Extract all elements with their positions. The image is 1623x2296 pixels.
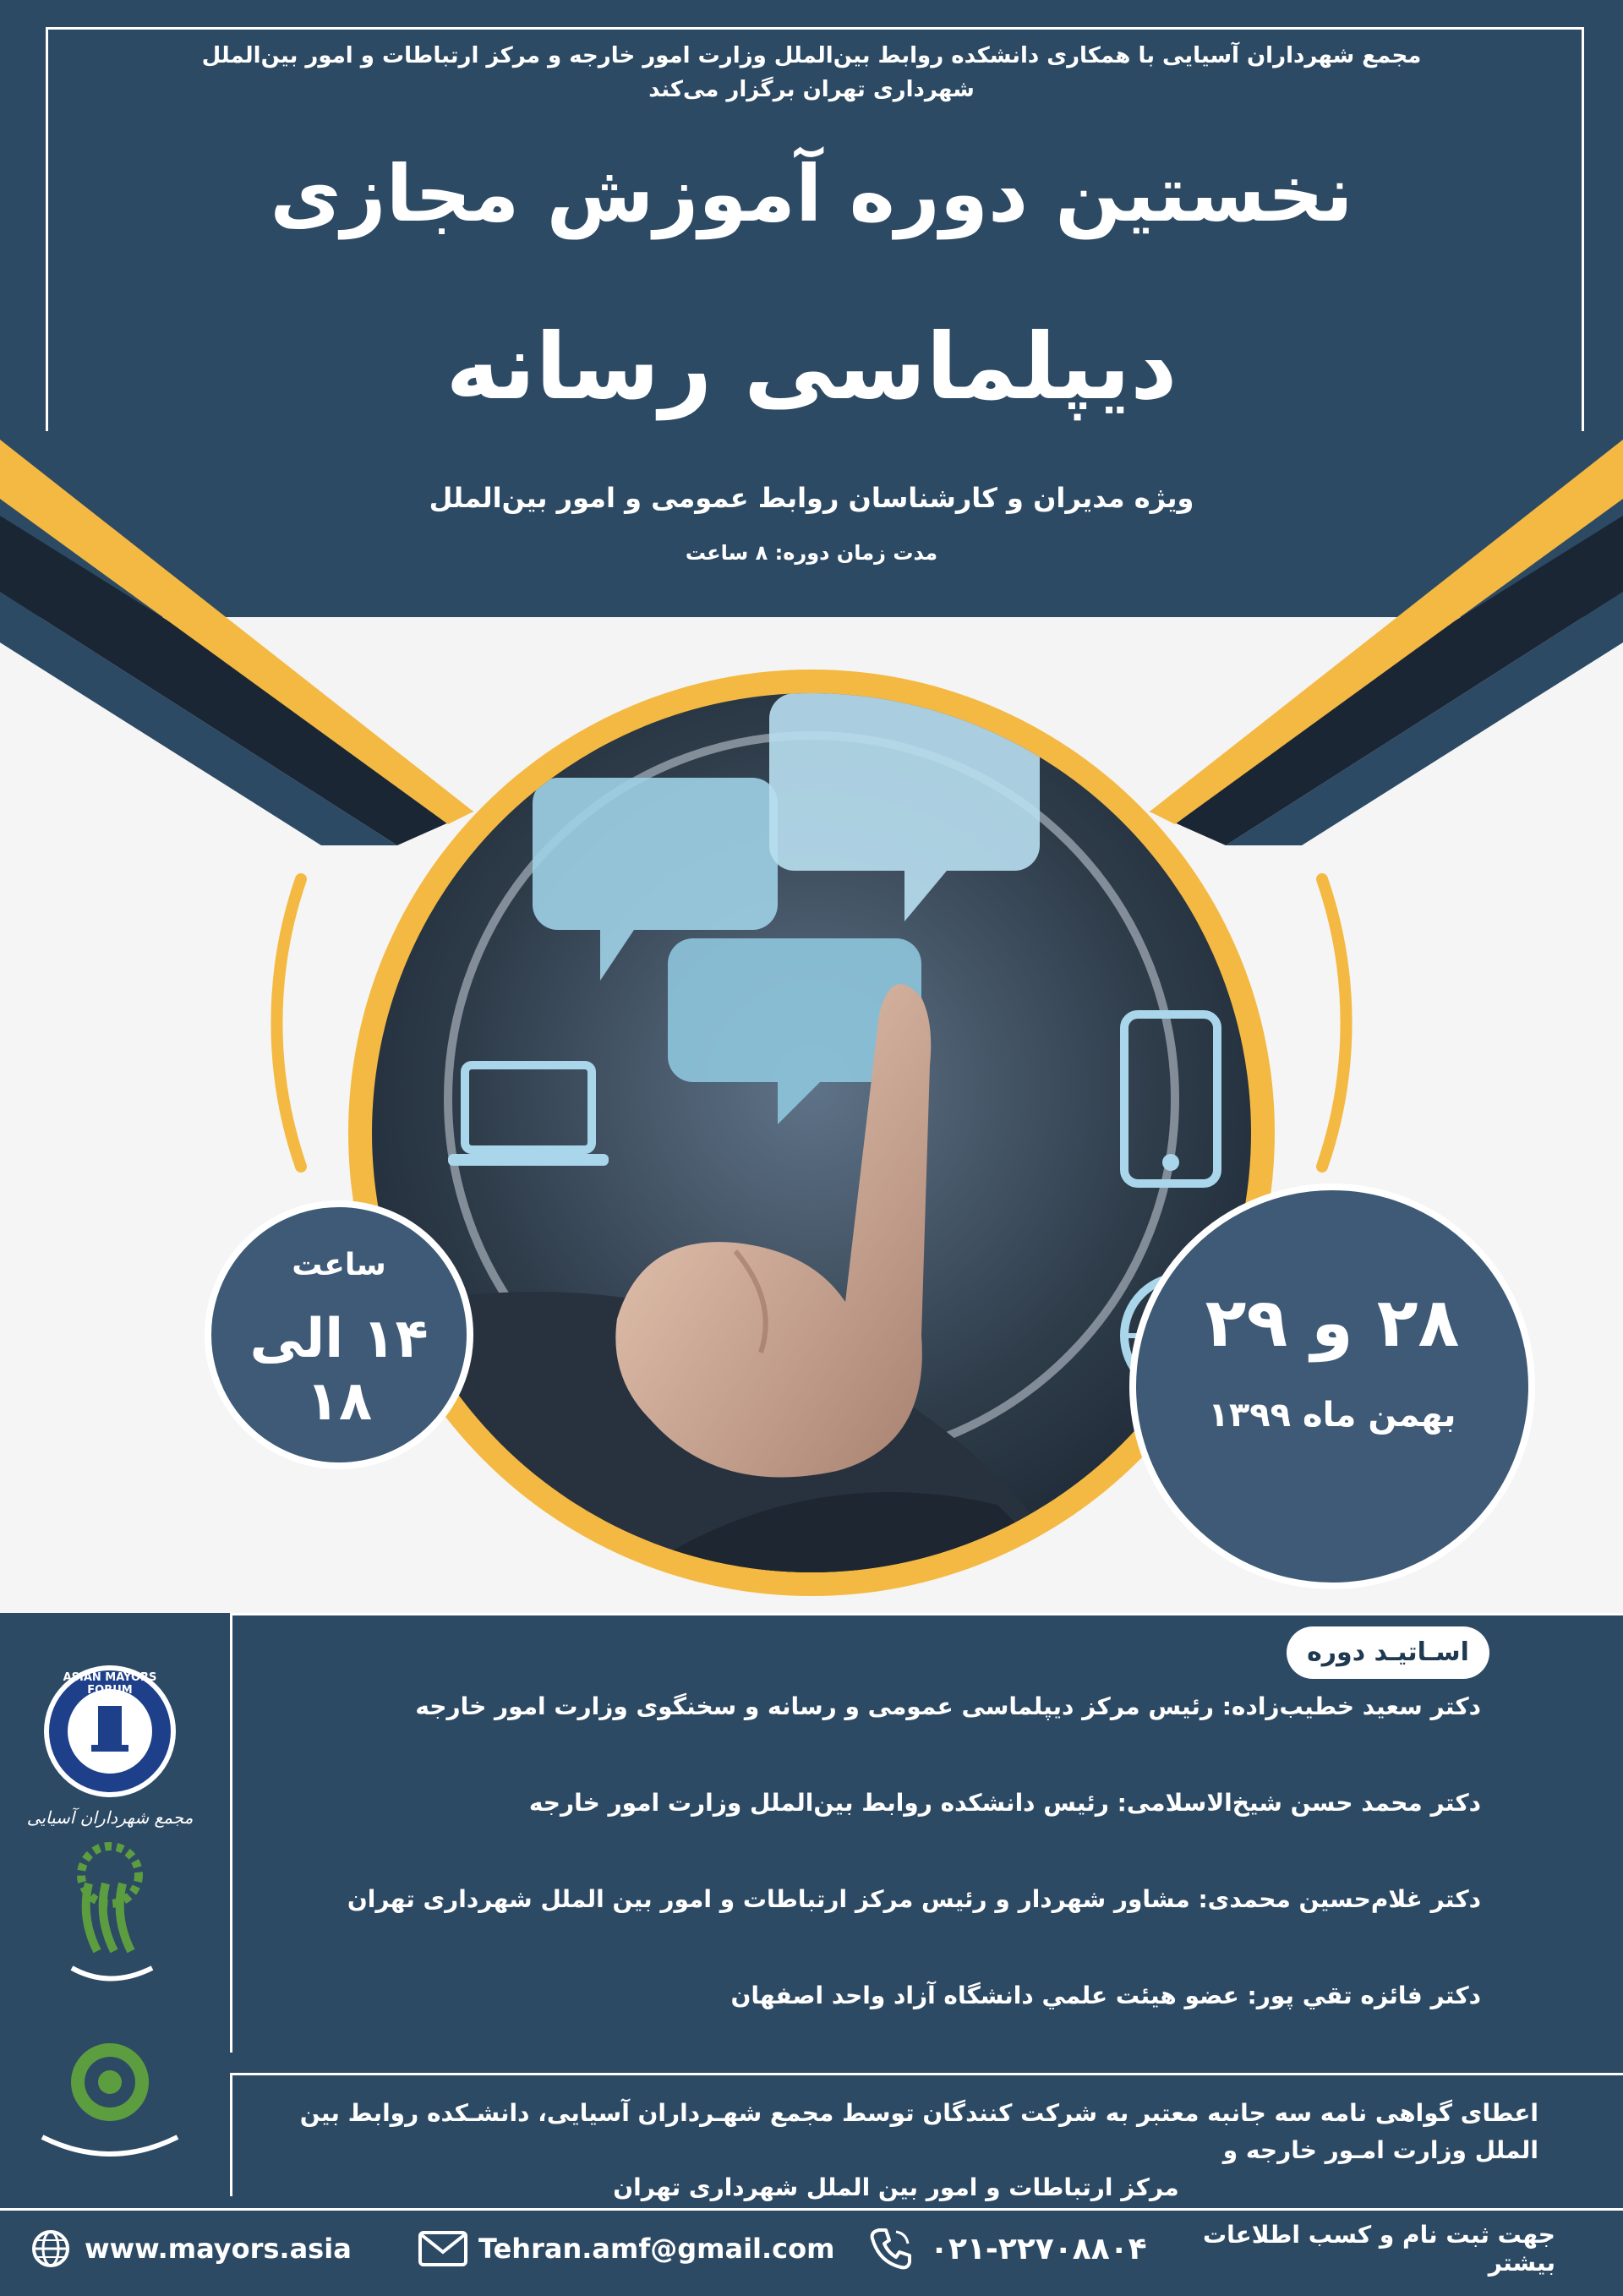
audience-text: ویژه مدیران و کارشناسان روابط عمومی و امور بین‌الملل: [429, 482, 1194, 514]
teachers-heading: اسـاتیـد دوره: [1287, 1626, 1489, 1679]
mayors-caption: مجمع شهرداران آسیایی: [26, 1807, 194, 1828]
faculty-logo: [55, 1841, 165, 2002]
teacher-item: دکتر سعید خطیب‌زاده: رئیس مرکز دیپلماسی عمومی و رسانه و سخنگوی وزارت امور خارجه: [415, 1692, 1481, 1720]
date-days: ۲۸ و ۲۹: [1205, 1283, 1460, 1362]
time-value: ۱۴ الی ۱۸: [249, 1308, 429, 1433]
certificate-text: [254, 2095, 1538, 2206]
teacher-item: دکتر فائزه تقي پور: عضو هیئت علمي دانشگاه آزاد واحد اصفهان: [730, 1982, 1481, 2009]
phone-icon: [867, 2225, 915, 2272]
title-line-1: نخستین دوره آموزش مجازی: [270, 149, 1353, 239]
organizers-line-1: مجمع شهرداران آسیایی با همکاری دانشکده روابط بین‌الملل وزارت امور خارجه و مرکز ارتباطات و امور بین‌الملل: [201, 43, 1422, 68]
organizers-text: [118, 39, 1505, 107]
date-month: بهمن ماه ۱۳۹۹: [1208, 1396, 1456, 1435]
certificate-line-2: مرکز ارتباطات و امور بین الملل شهرداری تهران: [613, 2173, 1179, 2201]
tehran-municipality-logo: [25, 2036, 194, 2171]
title-line-2: دیپلماسی رسانه: [445, 314, 1178, 420]
website-text: www.mayors.asia: [85, 2233, 352, 2265]
website-link[interactable]: [30, 2223, 352, 2274]
time-badge: [205, 1200, 473, 1469]
phone-label: جهت ثبت نام و کسب اطلاعات بیشتر: [1202, 2221, 1555, 2277]
footer-divider: [0, 2208, 1623, 2211]
phone-number: ۰۲۱-۲۲۷۰۸۸۰۴: [930, 2231, 1147, 2266]
email-link[interactable]: [418, 2223, 834, 2274]
hero-image: [338, 659, 1285, 1606]
time-label: ساعت: [292, 1248, 386, 1282]
logos-column: [0, 1613, 218, 2196]
duration-text: مدت زمان دوره: ۸ ساعت: [685, 541, 938, 565]
asian-mayors-forum-text: ASIAN MAYORS FORUM 2008: [63, 1671, 157, 1784]
certificate-line-1: اعطای گواهی نامه سه جانبه معتبر به شرکت کنندگان توسط مجمع شهـرداران آسیایی، دانشـکده روابط بین الملل وزارت امـور خارجه و: [299, 2099, 1538, 2164]
mail-icon: [418, 2230, 468, 2267]
organizers-line-2: شهرداری تهران برگزار می‌کند: [648, 77, 975, 102]
teacher-item: دکتر غلام‌حسین محمدی: مشاور شهردار و رئیس مرکز ارتباطات و امور بین الملل شهرداری تهران: [347, 1885, 1481, 1913]
date-badge: [1129, 1184, 1535, 1589]
globe-icon: [30, 2228, 71, 2269]
phone-link[interactable]: [867, 2223, 1147, 2274]
email-text: Tehran.amf@gmail.com: [478, 2233, 835, 2265]
teacher-item: دکتر محمد حسن شیخ‌الاسلامی: رئیس دانشکده روابط بین‌الملل وزارت امور خارجه: [528, 1789, 1481, 1817]
